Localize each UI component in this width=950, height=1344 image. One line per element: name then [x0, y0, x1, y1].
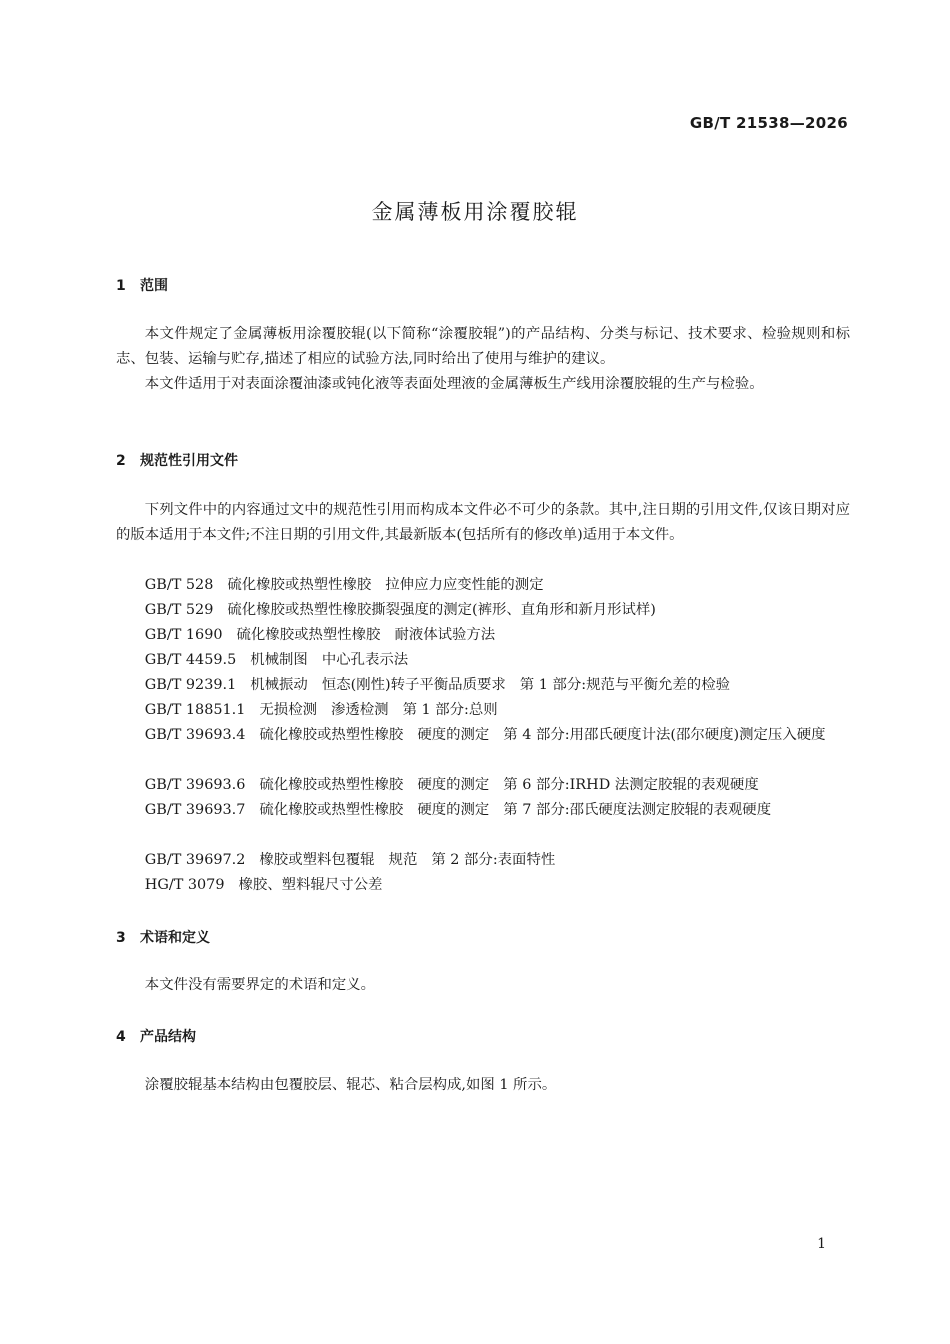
section-heading-product-structure — [116, 1027, 196, 1047]
reference-item — [116, 723, 850, 748]
reference-item — [116, 648, 850, 673]
reference-title-part: 第 1 部分:总则 — [402, 702, 498, 718]
reference-title-part: 第 4 部分:用邵氏硬度计法(邵尔硬度)测定压入硬度 — [503, 727, 826, 743]
structure-paragraph: 涂覆胶辊基本结构由包覆胶层、辊芯、粘合层构成,如图 1 所示。 — [144, 1077, 557, 1093]
reference-item — [116, 698, 850, 723]
reference-title-part: 规范 — [388, 852, 418, 868]
reference-item — [116, 573, 850, 598]
terms-paragraph: 本文件没有需要界定的术语和定义。 — [144, 977, 376, 993]
reference-title-part: 硫化橡胶或热塑性橡胶 — [259, 777, 404, 793]
reference-title-part: 硬度的测定 — [417, 777, 490, 793]
reference-title-part: 机械制图 — [250, 652, 308, 668]
scope-paragraph-2: 本文件适用于对表面涂覆油漆或钝化液等表面处理液的金属薄板生产线用涂覆胶辊的生产与检验。 — [144, 376, 764, 392]
reference-title-part: 硫化橡胶或热塑性橡胶 — [227, 577, 372, 593]
section-number: 4 — [116, 1029, 126, 1045]
section-number: 3 — [116, 930, 126, 946]
reference-code: GB/T 9239.1 — [144, 677, 237, 693]
reference-title-part: 机械振动 — [250, 677, 308, 693]
reference-title-part: 第 2 部分:表面特性 — [431, 852, 556, 868]
reference-item — [116, 848, 850, 873]
reference-title-part: 第 7 部分:邵氏硬度法测定胶辊的表观硬度 — [503, 802, 772, 818]
reference-title-part: 硫化橡胶或热塑性橡胶 — [259, 727, 404, 743]
section-heading-scope — [116, 276, 168, 296]
reference-title-part: 耐液体试验方法 — [394, 627, 496, 643]
section-heading-terms-and-definitions — [116, 928, 210, 948]
standard-code: GB/T 21538—2026 — [689, 114, 848, 132]
reference-code: GB/T 39697.2 — [144, 852, 246, 868]
reference-code: GB/T 1690 — [144, 627, 223, 643]
reference-title-part: 第 1 部分:规范与平衡允差的检验 — [519, 677, 730, 693]
section-title: 范围 — [140, 278, 168, 294]
section-number: 1 — [116, 278, 126, 294]
reference-title-part: 恒态(刚性)转子平衡品质要求 — [321, 677, 506, 693]
reference-title-part: 硬度的测定 — [417, 727, 490, 743]
reference-title-part: 拉伸应力应变性能的测定 — [385, 577, 544, 593]
reference-item — [116, 673, 850, 698]
reference-item — [116, 773, 850, 798]
reference-code: GB/T 39693.4 — [144, 727, 246, 743]
reference-title-part: 硬度的测定 — [417, 802, 490, 818]
reference-title-part: 橡胶或塑料包覆辊 — [259, 852, 375, 868]
reference-code: GB/T 39693.7 — [144, 802, 246, 818]
reference-code: GB/T 4459.5 — [144, 652, 237, 668]
reference-code: GB/T 529 — [144, 602, 214, 618]
reference-title-part: 中心孔表示法 — [321, 652, 409, 668]
reference-item — [116, 873, 850, 898]
reference-title-part: 橡胶、塑料辊尺寸公差 — [238, 877, 383, 893]
reference-code: GB/T 39693.6 — [144, 777, 246, 793]
reference-title-part: 第 6 部分:IRHD 法测定胶辊的表观硬度 — [503, 777, 759, 793]
section-heading-normative-references — [116, 451, 238, 471]
reference-title-part: 无损检测 — [259, 702, 317, 718]
document-title: 金属薄板用涂覆胶辊 — [371, 200, 579, 224]
reference-item — [116, 623, 850, 648]
reference-title-part: 硫化橡胶或热塑性橡胶 — [236, 627, 381, 643]
scope-paragraph-1: 本文件规定了金属薄板用涂覆胶辊(以下简称“涂覆胶辊”)的产品结构、分类与标记、技术要求、检验规则和标志、包装、运输与贮存,描述了相应的试验方法,同时给出了使用与维护的建议。 — [116, 326, 850, 367]
reference-title-part: 硫化橡胶或热塑性橡胶撕裂强度的测定(裤形、直角形和新月形试样) — [227, 602, 656, 618]
reference-code: GB/T 528 — [144, 577, 214, 593]
reference-code: GB/T 18851.1 — [144, 702, 246, 718]
reference-title-part: 渗透检测 — [330, 702, 389, 718]
reference-title-part: 硫化橡胶或热塑性橡胶 — [259, 802, 404, 818]
section-title: 产品结构 — [140, 1029, 196, 1045]
section-title: 术语和定义 — [140, 930, 210, 946]
section-title: 规范性引用文件 — [140, 453, 238, 469]
section-number: 2 — [116, 453, 126, 469]
reference-code: HG/T 3079 — [144, 877, 225, 893]
references-intro-paragraph: 下列文件中的内容通过文中的规范性引用而构成本文件必不可少的条款。其中,注日期的引用文件,仅该日期对应的版本适用于本文件;不注日期的引用文件,其最新版本(包括所有的修改单)适用于本文件。 — [116, 502, 850, 543]
reference-item — [116, 798, 850, 823]
reference-item — [116, 598, 850, 623]
page-number: 1 — [817, 1236, 826, 1252]
